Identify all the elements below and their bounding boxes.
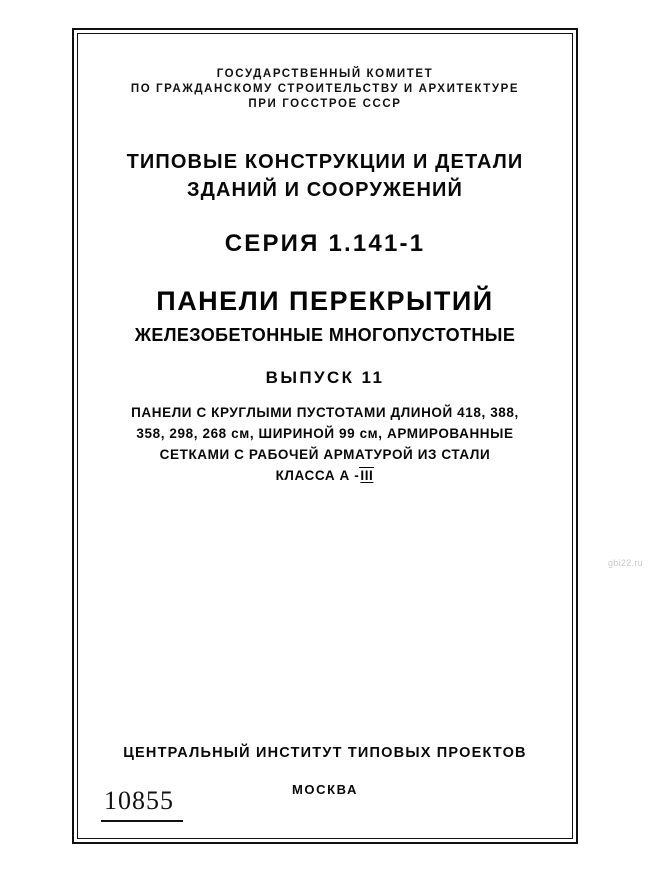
steel-class-label: КЛАССА А - xyxy=(275,468,360,483)
issue-number: ВЫПУСК 11 xyxy=(265,368,385,387)
series-designation: СЕРИЯ 1.141-1 xyxy=(224,230,426,257)
authority-line-1: ГОСУДАРСТВЕННЫЙ КОМИТЕТ xyxy=(216,68,434,80)
watermark-text: gbi22.ru xyxy=(608,558,643,568)
authority-line-3: ПРИ ГОССТРОЕ СССР xyxy=(248,98,402,110)
page-title xyxy=(90,148,560,204)
cover-content xyxy=(90,45,560,827)
publication-city: МОСКВА xyxy=(292,782,358,797)
subject-subheading: ЖЕЛЕЗОБЕТОННЫЕ МНОГОПУСТОТНЫЕ xyxy=(134,325,516,345)
description-line-2: 358, 298, 268 см, ШИРИНОЙ 99 см, АРМИРОВАННЫЕ xyxy=(136,426,514,441)
inventory-stamp-number: 10855 xyxy=(104,786,174,815)
title-line-2: ЗДАНИЙ И СООРУЖЕНИЙ xyxy=(187,179,463,201)
inventory-stamp-underline xyxy=(101,820,183,822)
publisher-name: ЦЕНТРАЛЬНЫЙ ИНСТИТУТ ТИПОВЫХ ПРОЕКТОВ xyxy=(123,745,527,761)
title-line-1: ТИПОВЫЕ КОНСТРУКЦИИ И ДЕТАЛИ xyxy=(126,151,524,173)
description-line-3: СЕТКАМИ С РАБОЧЕЙ АРМАТУРОЙ ИЗ СТАЛИ xyxy=(159,447,491,462)
steel-class-line xyxy=(90,465,560,486)
steel-class-value: III xyxy=(360,468,374,483)
authority-line-2: ПО ГРАЖДАНСКОМУ СТРОИТЕЛЬСТВУ И АРХИТЕКТУРЕ xyxy=(130,83,520,95)
issuing-authority xyxy=(90,67,560,112)
subject-heading: ПАНЕЛИ ПЕРЕКРЫТИЙ xyxy=(156,286,494,316)
description-block xyxy=(90,402,560,486)
description-line-1: ПАНЕЛИ С КРУГЛЫМИ ПУСТОТАМИ ДЛИНОЙ 418, 388, xyxy=(131,405,519,420)
